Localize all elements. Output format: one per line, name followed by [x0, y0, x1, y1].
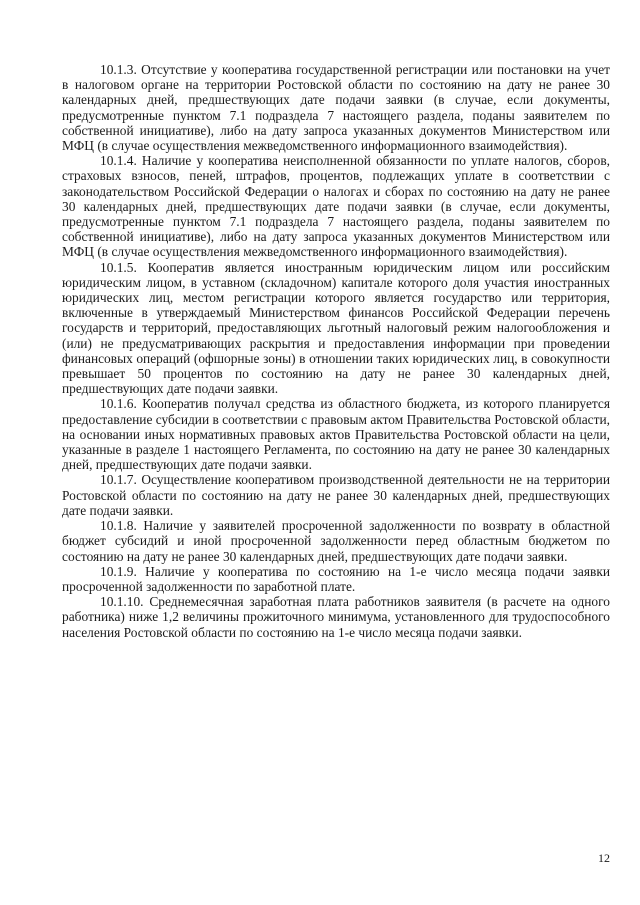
- paragraph-10-1-9: 10.1.9. Наличие у кооператива по состоянию на 1-е число месяца подачи заявки просроченной задолженности по заработной плате.: [62, 563, 610, 594]
- paragraph-10-1-8: 10.1.8. Наличие у заявителей просроченной задолженности по возврату в областной бюджет субсидий и иной просроченной задолженности перед областным бюджетом по состоянию на дату не ранее 30 календарных дней, предшествующих дате подачи заявки.: [62, 518, 610, 564]
- paragraph-10-1-3: 10.1.3. Отсутствие у кооператива государственной регистрации или постановки на учет в налоговом органе на территории Ростовской области по состоянию на дату не ранее 30 календарных дней, предшествующих дате подачи заявки (в случае, если документы, предусмотренные пунктом 7.1 подраздела 7 настоящего раздела, поданы заявителем по собственной инициативе), либо на дату запроса указанных документов Министерством или МФЦ (в случае осуществления межведомственного информационного взаимодействия).: [62, 62, 610, 154]
- paragraph-10-1-4: 10.1.4. Наличие у кооператива неисполненной обязанности по уплате налогов, сборов, страховых взносов, пеней, штрафов, процентов, подлежащих уплате в соответствии с законодательством Российской Федерации о налогах и сборах по состоянию на дату не ранее 30 календарных дней, предшествующих дате подачи заявки (в случае, если документы, предусмотренные пунктом 7.1 подраздела 7 настоящего раздела, поданы заявителем по собственной инициативе), либо на дату запроса указанных документов Министерством или МФЦ (в случае осуществления межведомственного информационного взаимодействия).: [62, 153, 610, 260]
- paragraph-10-1-10: 10.1.10. Среднемесячная заработная плата работников заявителя (в расчете на одного работника) ниже 1,2 величины прожиточного минимума, установленного для трудоспособного населения Ростовской области по состоянию на 1-е число месяца подачи заявки.: [62, 594, 610, 640]
- page-number: 12: [598, 851, 610, 865]
- paragraph-10-1-5: 10.1.5. Кооператив является иностранным юридическим лицом или российским юридическим лицом, в уставном (складочном) капитале которого доля участия иностранных юридических лиц, местом регистрации которого является государство или территория, включенные в утверждаемый Министерством финансов Российской Федерации перечень государств и территорий, предоставляющих льготный налоговый режим налогообложения и (или) не предусматривающих раскрытия и предоставления информации при проведении финансовых операций (офшорные зоны) в отношении таких юридических лиц, в совокупности превышает 50 процентов по состоянию на дату не ранее 30 календарных дней, предшествующих дате подачи заявки.: [62, 259, 610, 397]
- paragraph-10-1-7: 10.1.7. Осуществление кооперативом производственной деятельности не на территории Ростовской области по состоянию на дату не ранее 30 календарных дней, предшествующих дате подачи заявки.: [62, 472, 610, 518]
- paragraph-10-1-6: 10.1.6. Кооператив получал средства из областного бюджета, из которого планируется предоставление субсидии в соответствии с правовым актом Правительства Ростовской области, на основании иных нормативных правовых актов Правительства Ростовской области на цели, указанные в разделе 1 настоящего Регламента, по состоянию на дату не ранее 30 календарных дней, предшествующих дате подачи заявки.: [62, 396, 610, 473]
- document-body: [62, 62, 610, 640]
